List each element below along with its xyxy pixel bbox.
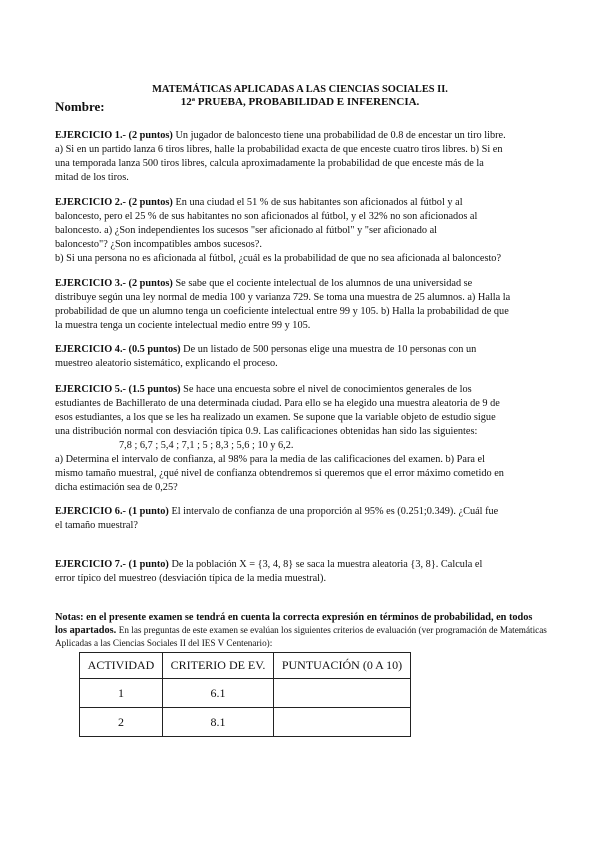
exercise-label: EJERCICIO 1.- (2 puntos): [55, 130, 173, 141]
exercise-4: [55, 343, 547, 371]
exercise-text-line: El intervalo de confianza de una proporción al 95% es (0.251;0.349). ¿Cuál fue: [171, 506, 499, 517]
exercise-label: EJERCICIO 3.- (2 puntos): [55, 278, 173, 289]
exercise-text-line: baloncesto. a) ¿Son independientes los sucesos "ser aficionado al fútbol" y "ser aficionado al: [55, 225, 438, 236]
exercise-text-line: a) Determina el intervalo de confianza, al 98% para la media de las calificaciones del examen. b) Para el: [55, 454, 485, 465]
exercise-text-line: En una ciudad el 51 % de sus habitantes son aficionados al fútbol y al: [175, 197, 463, 208]
exercise-1: [55, 129, 547, 185]
exercise-label: EJERCICIO 7.- (1 punto): [55, 559, 169, 570]
exercise-text-line: esos estudiantes, a los que se les ha realizado un examen. Se supone que la variable objeto de estudio sigue: [55, 412, 496, 423]
notes-criteria-text: En las preguntas de este examen se evalúan los siguientes criterios de evaluación (ver programación de Matemáticas Aplicadas a las Ciencias Sociales II del IES V Centenario):: [55, 625, 547, 648]
exercise-text-line: una distribución normal con desviación típica 0.9. Las calificaciones obtenidas han sido las siguientes:: [55, 426, 478, 437]
table-cell: 6.1: [163, 679, 274, 708]
notes-bold-text: Notas: en el presente examen se tendrá en cuenta la correcta expresión en términos de probabilidad, en todos los apartados.: [55, 612, 533, 636]
exercise-text-line: Un jugador de baloncesto tiene una probabilidad de 0.8 de encestar un tiro libre.: [175, 130, 506, 141]
exercise-text-line: error típico del muestreo (desviación típica de la media muestral).: [55, 573, 327, 584]
column-header: ACTIVIDAD: [80, 653, 163, 679]
exercise-6: [55, 505, 547, 533]
table-cell: 1: [80, 679, 163, 708]
exam-title-line2: 12ª PRUEBA, PROBABILIDAD E INFERENCIA.: [180, 96, 420, 108]
column-header: CRITERIO DE EV.: [163, 653, 274, 679]
exercise-text-line: probabilidad de que un alumno tenga un coeficiente intelectual entre 99 y 105. b) Halla la probabilidad de que: [55, 306, 509, 317]
exercise-text-line: a) Si en un partido lanza 6 tiros libres, halle la probabilidad exacta de que enceste cuatro tiros libres. b) Si en: [55, 144, 503, 155]
exercise-text-line: estudiantes de Bachillerato de una determinada ciudad. Para ello se ha elegido una muestra aleatoria de 9 de: [55, 398, 500, 409]
exercise-text-line: distribuye según una ley normal de media 100 y varianza 729. Se toma una muestra de 25 alumnos. a) Halla la: [55, 292, 511, 303]
score-cell[interactable]: [274, 679, 411, 708]
exercise-text-line: mismo tamaño muestral, ¿qué nivel de confianza obtendremos si queremos que el error máximo cometido en: [55, 468, 504, 479]
column-header: PUNTUACIÓN (0 A 10): [274, 653, 411, 679]
exercise-5: [55, 383, 547, 495]
exercise-7: [55, 558, 547, 586]
exercise-text-line: dicha estimación sea de 0,25?: [55, 482, 178, 493]
score-cell[interactable]: [274, 708, 411, 737]
exercise-text-line: la muestra tenga un cociente intelectual medio entre 99 y 105.: [55, 320, 311, 331]
exercise-text-line: baloncesto"? ¿Son incompatibles ambos sucesos?.: [55, 239, 262, 250]
exercise-3: [55, 277, 547, 333]
exercise-label: EJERCICIO 5.- (1.5 puntos): [55, 384, 181, 395]
nombre-label: Nombre:: [55, 99, 105, 114]
exercise-text-line: Se hace una encuesta sobre el nivel de conocimientos generales de los: [183, 384, 472, 395]
exercise-text-line: b) Si una persona no es aficionada al fútbol, ¿cuál es la probabilidad de que no sea aficionada al baloncesto?: [55, 253, 502, 264]
exercise-text-line: el tamaño muestral?: [55, 520, 138, 531]
exercise-label: EJERCICIO 4.- (0.5 puntos): [55, 344, 181, 355]
exam-notes: [55, 611, 547, 650]
exercise-label: EJERCICIO 2.- (2 puntos): [55, 197, 173, 208]
exercise-text-line: muestreo aleatorio sistemático, explicando el proceso.: [55, 358, 278, 369]
table-header-row: [80, 653, 411, 679]
exam-title-line1: MATEMÁTICAS APLICADAS A LAS CIENCIAS SOCIALES II.: [152, 84, 448, 95]
criteria-table: [79, 652, 411, 737]
exercise-text-line: una temporada lanza 500 tiros libres, calcula aproximadamente la probabilidad de que enceste más de la: [55, 158, 484, 169]
exercise-label: EJERCICIO 6.- (1 punto): [55, 506, 169, 517]
exercise-text-line: De un listado de 500 personas elige una muestra de 10 personas con un: [183, 344, 477, 355]
exercise-text-line: mitad de los tiros.: [55, 172, 129, 183]
table-cell: 2: [80, 708, 163, 737]
table-cell: 8.1: [163, 708, 274, 737]
table-row: [80, 708, 411, 737]
exercise-data-values: 7,8 ; 6,7 ; 5,4 ; 7,1 ; 5 ; 8,3 ; 5,6 ; 10 y 6,2.: [119, 440, 294, 451]
table-row: [80, 679, 411, 708]
exercise-2: [55, 196, 547, 266]
exercise-text-line: Se sabe que el cociente intelectual de los alumnos de una universidad se: [175, 278, 473, 289]
exercise-text-line: De la población X = {3, 4, 8} se saca la muestra aleatoria {3, 8}. Calcula el: [171, 559, 483, 570]
exercise-text-line: baloncesto, pero el 25 % de sus habitantes no son aficionados al fútbol, y el 32% no son aficionados al: [55, 211, 478, 222]
